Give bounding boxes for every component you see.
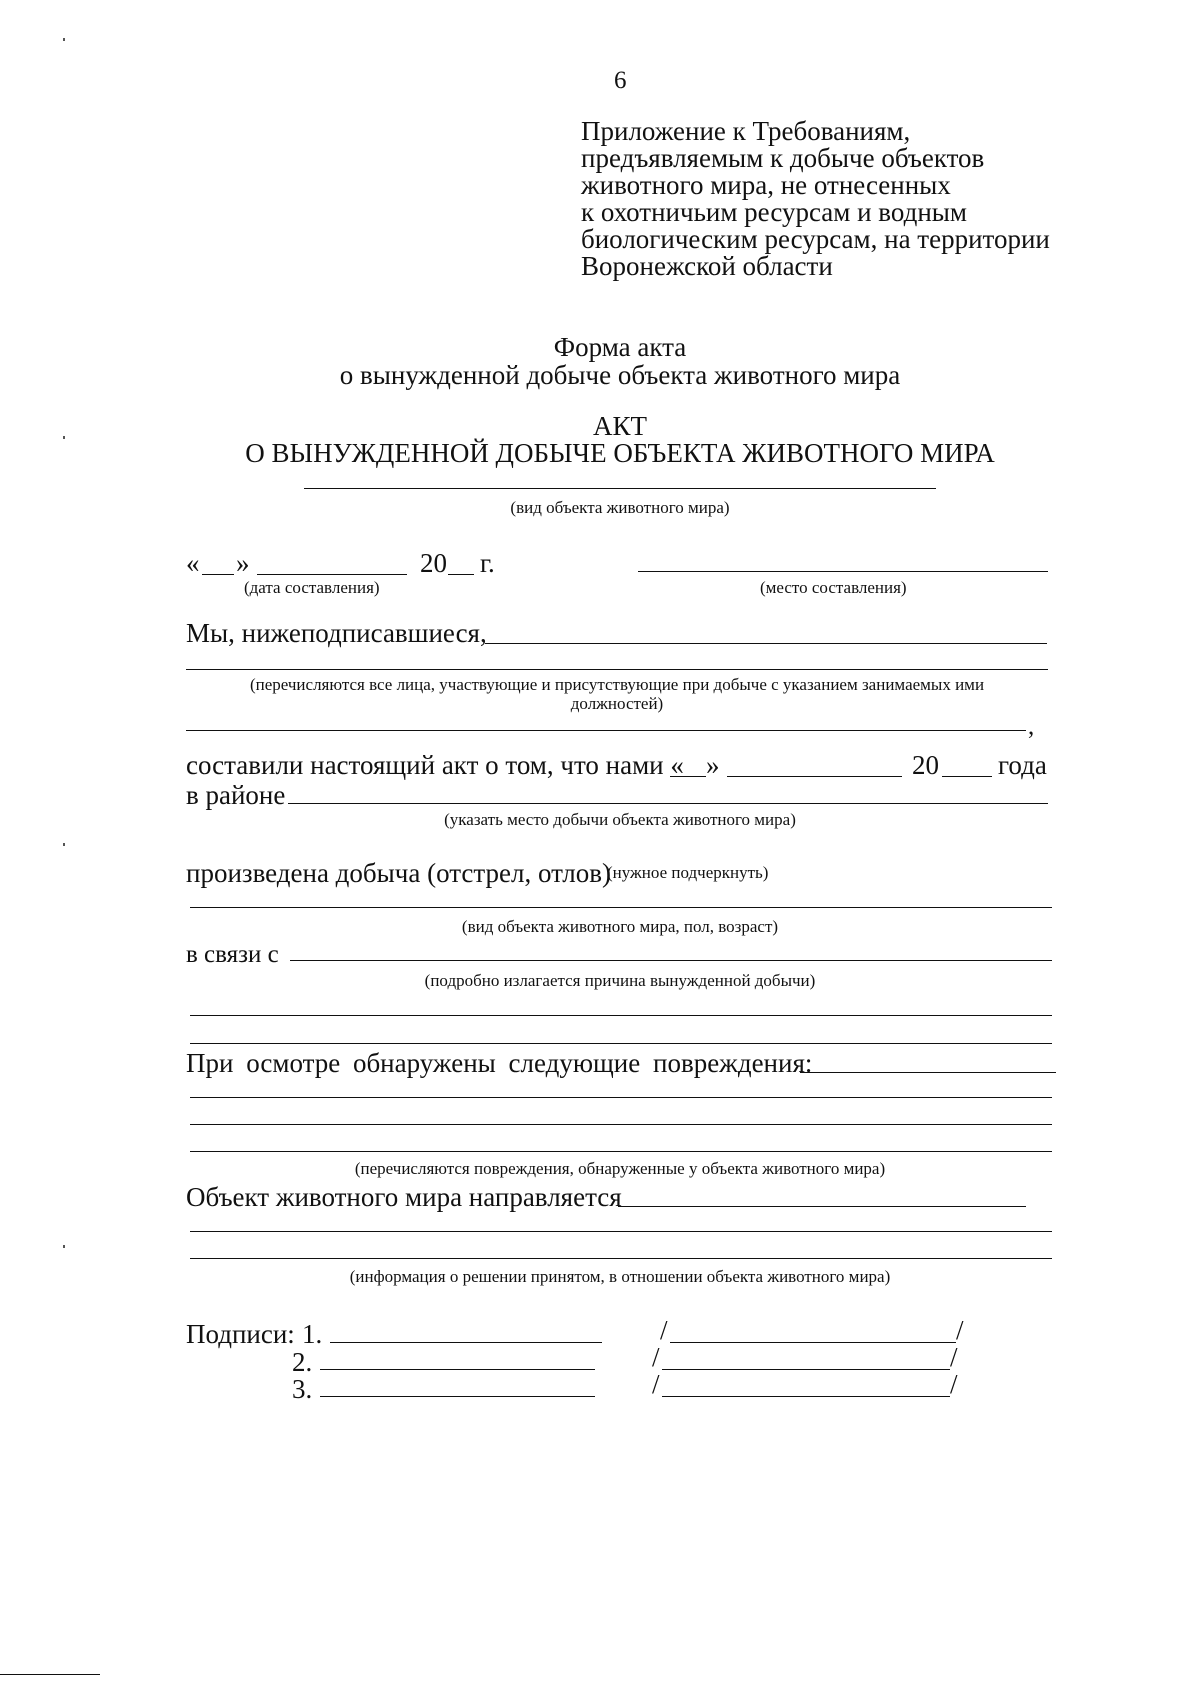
date-hint: (дата составления): [244, 578, 380, 597]
date-year-prefix: 20: [420, 548, 447, 578]
sent-field-line2[interactable]: [190, 1231, 1052, 1232]
damage-field[interactable]: [800, 1072, 1056, 1073]
form-subtitle: о вынужденной добыче объекта животного мира: [339, 360, 901, 390]
signature-field[interactable]: [330, 1342, 602, 1343]
reason-field[interactable]: [290, 960, 1052, 961]
appendix-line: Воронежской области: [581, 251, 833, 281]
sig-slash-open: /: [652, 1369, 660, 1399]
species-field[interactable]: [190, 907, 1052, 908]
drafted-year-field[interactable]: [942, 776, 992, 777]
harvest-text: произведена добыча (отстрел, отлов): [186, 858, 611, 888]
appendix-line: предъявляемым к добыче объектов: [581, 143, 985, 173]
persons-field-line2[interactable]: [186, 669, 1048, 670]
drafted-month-field[interactable]: [727, 776, 902, 777]
signature-field[interactable]: [320, 1369, 595, 1370]
damage-hint: (перечисляются повреждения, обнаруженные у объекта животного мира): [354, 1159, 886, 1178]
species-hint: (вид объекта животного мира, пол, возраст): [461, 917, 779, 936]
scan-mark: [63, 436, 65, 439]
sig-number: 3.: [292, 1374, 313, 1404]
persons-hint: (перечисляются все лица, участвующие и присутствующие при добыче с указанием занимаемых ими: [249, 675, 985, 694]
drafted-close-quote: »: [706, 750, 720, 780]
sig-slash-close: /: [956, 1315, 964, 1345]
sent-field-line3[interactable]: [190, 1258, 1052, 1259]
date-close-quote: »: [236, 548, 250, 578]
date-month-field[interactable]: [257, 574, 407, 575]
damage-field-line3[interactable]: [190, 1124, 1052, 1125]
reason-field-line2[interactable]: [190, 1015, 1052, 1016]
object-type-field[interactable]: [304, 488, 936, 489]
inspection-text: При осмотре обнаружены следующие повреждения:: [186, 1048, 813, 1078]
object-type-hint: (вид объекта животного мира): [510, 498, 730, 517]
act-heading: О ВЫНУЖДЕННОЙ ДОБЫЧЕ ОБЪЕКТА ЖИВОТНОГО МИРА: [245, 438, 995, 468]
sig-slash-close: /: [950, 1369, 958, 1399]
scan-mark: [63, 38, 65, 41]
signatures-label: Подписи:: [186, 1319, 295, 1349]
drafted-text: составили настоящий акт о том, что нами «: [186, 750, 684, 780]
appendix-line: к охотничьим ресурсам и водным: [581, 197, 968, 227]
drafted-day-field[interactable]: [670, 776, 706, 777]
in-area-label: в районе: [186, 780, 286, 810]
sent-text: Объект животного мира направляется: [186, 1182, 622, 1212]
area-field[interactable]: [288, 803, 1048, 804]
harvest-hint: (нужное подчеркнуть): [607, 863, 769, 882]
form-title: Форма акта: [553, 332, 687, 362]
act-title: АКТ: [593, 411, 647, 441]
scan-edge-line: [0, 1674, 100, 1675]
scan-mark: [63, 1245, 65, 1248]
appendix-line: биологическим ресурсам, на территории: [581, 224, 1050, 254]
persons-hint-line2: должностей): [570, 694, 664, 713]
place-field[interactable]: [638, 571, 1048, 572]
damage-field-line4[interactable]: [190, 1151, 1052, 1152]
persons-comma: ,: [1028, 713, 1035, 740]
signature-name-field[interactable]: [662, 1396, 950, 1397]
area-hint: (указать место добычи объекта животного мира): [444, 810, 796, 829]
date-open-quote: «: [186, 548, 200, 578]
reason-field-line3[interactable]: [190, 1043, 1052, 1044]
sig-number: 1.: [302, 1319, 323, 1349]
signature-name-field[interactable]: [662, 1369, 950, 1370]
date-year-suffix: г.: [480, 548, 495, 578]
sig-number: 2.: [292, 1347, 313, 1377]
date-day-field[interactable]: [202, 574, 234, 575]
reason-hint: (подробно излагается причина вынужденной добычи): [424, 971, 816, 990]
decision-hint: (информация о решении принятом, в отношении объекта животного мира): [349, 1267, 891, 1286]
damage-field-line2[interactable]: [190, 1097, 1052, 1098]
place-hint: (место составления): [760, 578, 907, 597]
appendix-line: Приложение к Требованиям,: [581, 116, 911, 146]
we-undersigned-label: Мы, нижеподписавшиеся,: [186, 618, 487, 648]
appendix-line: животного мира, не отнесенных: [581, 170, 951, 200]
signature-name-field[interactable]: [670, 1342, 956, 1343]
page-number: 6: [614, 67, 627, 94]
drafted-year-word: года: [998, 750, 1047, 780]
sig-slash-close: /: [950, 1342, 958, 1372]
sig-slash-open: /: [660, 1315, 668, 1345]
persons-field-line3[interactable]: [186, 730, 1026, 731]
sig-slash-open: /: [652, 1342, 660, 1372]
signature-field[interactable]: [320, 1396, 595, 1397]
due-to-label: в связи с: [186, 941, 279, 968]
sent-field[interactable]: [618, 1206, 1026, 1207]
date-year-field[interactable]: [448, 574, 474, 575]
persons-field[interactable]: [485, 643, 1047, 644]
drafted-year-prefix: 20: [912, 750, 939, 780]
scan-mark: [63, 843, 65, 846]
